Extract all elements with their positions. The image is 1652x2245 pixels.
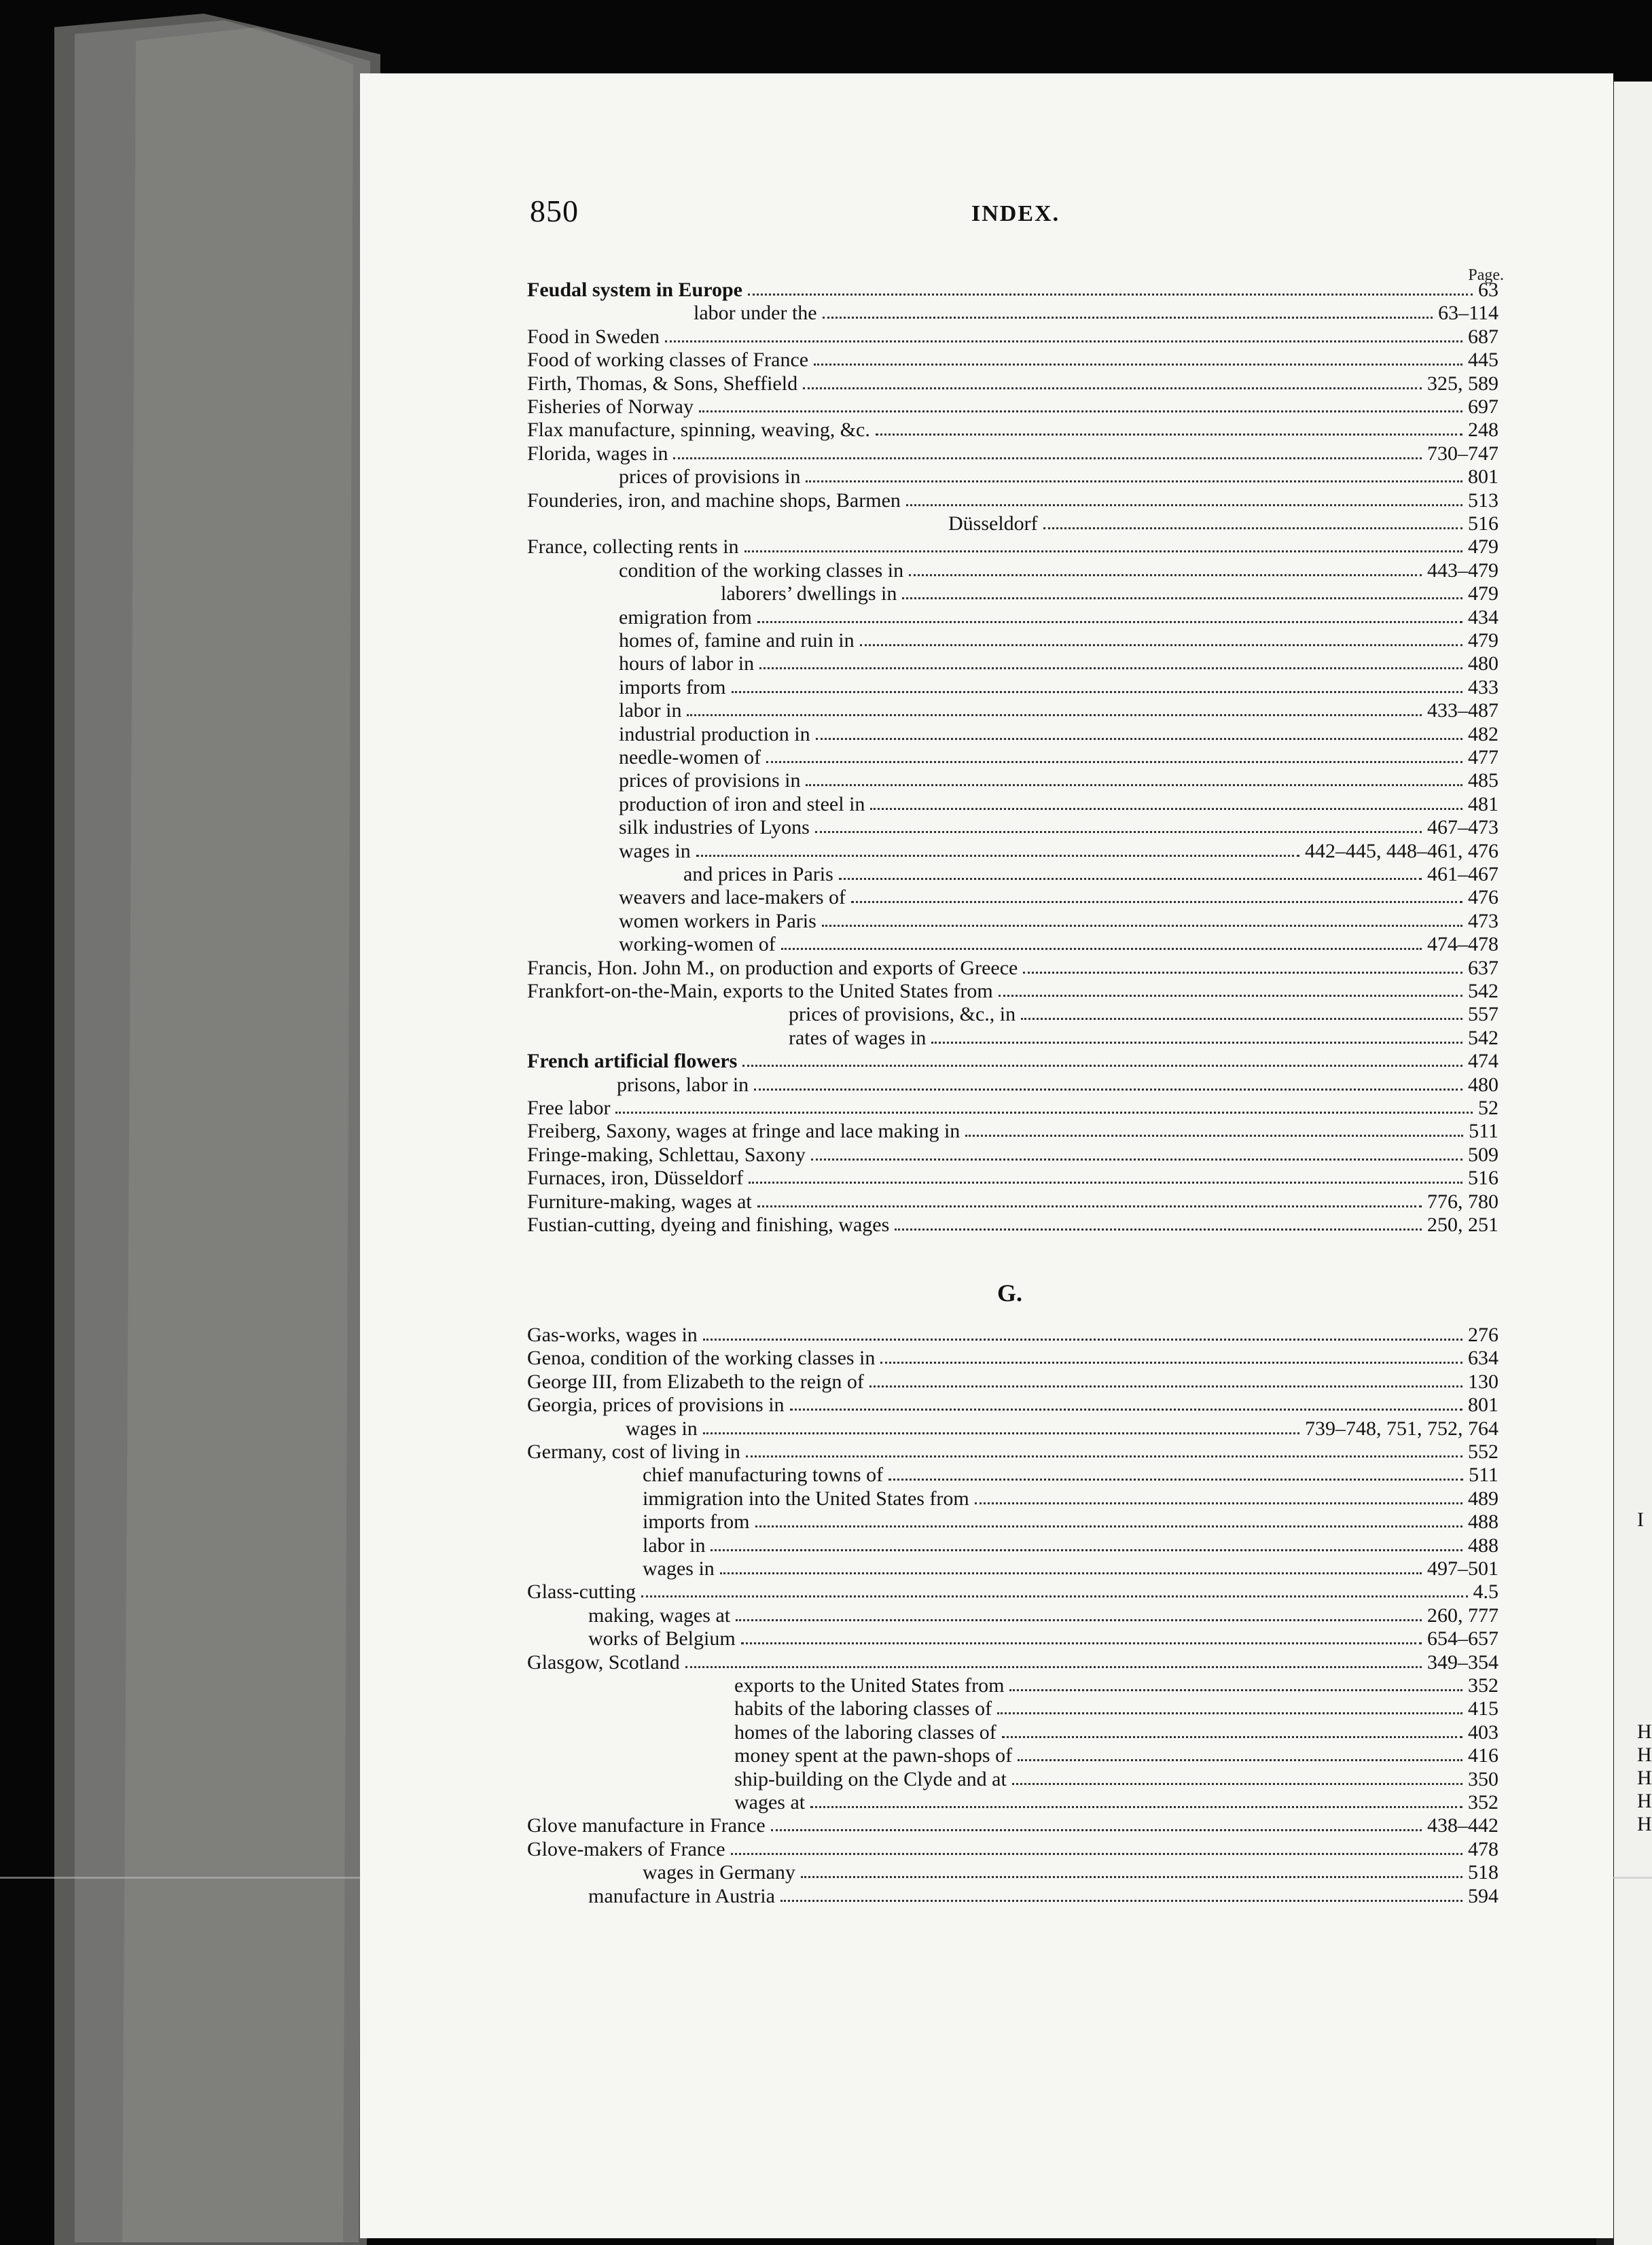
entry-term: wages in Germany	[643, 1861, 795, 1884]
entry-term: Frankfort-on-the-Main, exports to the United States from	[527, 980, 993, 1002]
entry-pages: 480	[1468, 1073, 1498, 1096]
entry-pages: 687	[1468, 325, 1498, 348]
entry-term: Food of working classes of France	[527, 349, 809, 372]
entry-pages: 352	[1468, 1674, 1498, 1697]
facing-page-letter: H	[1637, 1790, 1652, 1812]
entry-pages: 497–501	[1427, 1557, 1498, 1580]
entry-pages: 479	[1468, 582, 1498, 605]
entry-pages: 697	[1468, 395, 1498, 418]
dot-leader	[703, 1339, 1462, 1341]
entry-term: Feudal system in Europe	[527, 279, 742, 301]
entry-pages: 403	[1468, 1720, 1498, 1744]
entry-term: exports to the United States from	[734, 1674, 1005, 1697]
index-entry	[527, 1651, 1498, 1674]
entry-pages: 739–748, 751, 752, 764	[1305, 1417, 1498, 1440]
entry-term: Fringe-making, Schlettau, Saxony	[527, 1143, 806, 1166]
entry-term: prices of provisions in	[619, 465, 801, 489]
dot-leader	[1012, 1783, 1462, 1785]
entry-pages: 4.5	[1473, 1580, 1498, 1604]
index-entry	[643, 1534, 1498, 1557]
entry-pages: 488	[1468, 1534, 1498, 1557]
entry-pages: 478	[1468, 1837, 1498, 1860]
entry-pages: 542	[1468, 1026, 1498, 1049]
entry-pages: 489	[1468, 1487, 1498, 1510]
entry-term: homes of the laboring classes of	[734, 1720, 996, 1744]
entry-pages: 477	[1468, 746, 1498, 768]
entry-pages: 260, 777	[1427, 1604, 1498, 1627]
entry-pages: 442–445, 448–461, 476	[1305, 839, 1498, 862]
entry-pages: 776, 780	[1427, 1190, 1498, 1213]
entry-pages: 445	[1468, 349, 1498, 372]
entry-term: weavers and lace-makers of	[619, 886, 846, 909]
dot-leader	[997, 1712, 1462, 1714]
entry-term: Free labor	[527, 1097, 611, 1119]
entry-pages: 350	[1468, 1767, 1498, 1790]
entry-pages: 594	[1468, 1884, 1498, 1907]
entry-pages: 518	[1468, 1861, 1498, 1884]
dot-leader	[1018, 1759, 1462, 1761]
entry-pages: 276	[1468, 1324, 1498, 1346]
dot-leader	[741, 1642, 1422, 1644]
entry-pages: 325, 589	[1427, 372, 1498, 395]
dot-leader	[975, 1502, 1462, 1504]
entry-term: industrial production in	[619, 722, 810, 745]
entry-pages: 63–114	[1438, 302, 1498, 325]
entry-term: Furnaces, iron, Düsseldorf	[527, 1167, 744, 1190]
entry-pages: 476	[1468, 886, 1498, 909]
entry-term: habits of the laboring classes of	[734, 1697, 992, 1720]
entry-term: laborers’ dwellings in	[721, 582, 897, 605]
running-head: INDEX.	[971, 201, 1060, 226]
entry-term: production of iron and steel in	[619, 792, 865, 815]
dot-leader	[720, 1572, 1422, 1574]
dot-leader	[746, 1455, 1462, 1457]
entry-term: manufacture in Austria	[588, 1884, 775, 1907]
entry-pages: 511	[1469, 1120, 1498, 1143]
entry-term: Florida, wages in	[527, 442, 668, 465]
entry-term: Founderies, iron, and machine shops, Barmen	[527, 489, 901, 512]
entry-term: Furniture-making, wages at	[527, 1190, 752, 1213]
entry-pages: 474–478	[1427, 933, 1498, 956]
entry-term: hours of labor in	[619, 652, 755, 675]
entry-term: needle-women of	[619, 746, 761, 768]
entry-term: Fisheries of Norway	[527, 395, 694, 418]
section-letter-g: G.	[997, 1279, 1023, 1307]
entry-term: money spent at the pawn-shops of	[734, 1744, 1013, 1767]
dot-leader	[703, 1432, 1299, 1434]
entry-pages: 479	[1468, 535, 1498, 559]
entry-pages: 474	[1468, 1050, 1498, 1073]
entry-pages: 415	[1468, 1697, 1498, 1720]
dot-leader	[771, 1829, 1422, 1831]
entry-term: Glasgow, Scotland	[527, 1650, 680, 1674]
entry-term: wages in	[626, 1417, 698, 1440]
entry-pages: 443–479	[1427, 559, 1498, 582]
index-entry	[527, 1347, 1498, 1370]
index-entry	[527, 1814, 1498, 1837]
dot-leader	[790, 1409, 1462, 1411]
index-entry	[734, 1791, 1498, 1814]
facing-page-letter: I	[1637, 1508, 1644, 1531]
entry-term: wages in	[643, 1557, 715, 1580]
index-entry	[527, 1324, 1498, 1347]
dot-leader	[685, 1666, 1422, 1668]
entry-pages: 130	[1468, 1370, 1498, 1393]
entry-pages: 349–354	[1427, 1650, 1498, 1674]
entry-term: labor in	[643, 1534, 706, 1557]
index-entry	[588, 1604, 1498, 1627]
entry-pages: 63	[1478, 279, 1498, 301]
entry-term: ship-building on the Clyde and at	[734, 1767, 1007, 1790]
entry-pages: 557	[1468, 1003, 1498, 1026]
dot-leader	[1002, 1736, 1462, 1738]
dot-leader	[801, 1876, 1462, 1878]
entry-pages: 485	[1468, 769, 1498, 792]
entry-term: women workers in Paris	[619, 909, 816, 932]
dot-leader	[641, 1595, 1468, 1597]
column-heading-page: Page.	[1468, 266, 1504, 284]
index-entry	[643, 1487, 1498, 1510]
entry-pages: 479	[1468, 629, 1498, 652]
entry-term: Germany, cost of living in	[527, 1440, 740, 1463]
entry-term: Firth, Thomas, & Sons, Sheffield	[527, 372, 798, 395]
entry-pages: 509	[1468, 1143, 1498, 1166]
index-entry	[527, 1838, 1498, 1861]
entry-term: Glass-cutting	[527, 1580, 636, 1604]
entry-pages: 434	[1468, 605, 1498, 629]
facing-page-letter: H	[1637, 1767, 1652, 1789]
entry-term: French artificial flowers	[527, 1050, 738, 1073]
entry-term: Gas-works, wages in	[527, 1324, 698, 1346]
entry-pages: 52	[1478, 1097, 1498, 1119]
facing-page-letter: H	[1637, 1720, 1652, 1743]
facing-page-letter: H	[1637, 1744, 1652, 1766]
dot-leader	[780, 1900, 1462, 1902]
entry-term: and prices in Paris	[683, 863, 833, 885]
index-entry	[527, 1440, 1498, 1464]
index-entry	[643, 1557, 1498, 1580]
entry-term: rates of wages in	[789, 1026, 927, 1049]
entry-term: Düsseldorf	[948, 512, 1038, 535]
entry-term: Fustian-cutting, dyeing and finishing, wages	[527, 1214, 890, 1236]
index-entry	[643, 1861, 1498, 1884]
entry-term: prices of provisions in	[619, 769, 801, 792]
entry-pages: 513	[1468, 489, 1498, 512]
index-entry	[588, 1627, 1498, 1650]
index-entry	[527, 1580, 1498, 1604]
entry-term: Georgia, prices of provisions in	[527, 1394, 785, 1417]
entry-term: works of Belgium	[588, 1627, 736, 1650]
entry-term: Glove-makers of France	[527, 1837, 725, 1860]
index-entry	[527, 1371, 1498, 1394]
dot-leader	[711, 1549, 1462, 1551]
index-entry	[734, 1721, 1498, 1744]
entry-pages: 801	[1468, 1394, 1498, 1417]
index-entry	[588, 1885, 1498, 1908]
entry-pages: 730–747	[1427, 442, 1498, 465]
index-entry	[734, 1697, 1498, 1720]
entry-pages: 542	[1468, 980, 1498, 1002]
index-entry	[734, 1768, 1498, 1791]
entry-term: imports from	[643, 1510, 750, 1534]
entry-pages: 467–473	[1427, 816, 1498, 839]
entry-term: Food in Sweden	[527, 325, 660, 348]
index-entry	[643, 1510, 1498, 1534]
entry-pages: 801	[1468, 465, 1498, 489]
entry-pages: 634	[1468, 1347, 1498, 1370]
entry-pages: 480	[1468, 652, 1498, 675]
entry-term: Freiberg, Saxony, wages at fringe and lace making in	[527, 1120, 960, 1143]
entry-pages: 481	[1468, 792, 1498, 815]
entry-term: wages at	[734, 1791, 806, 1814]
entry-pages: 654–657	[1427, 1627, 1498, 1650]
index-entry	[734, 1674, 1498, 1697]
entry-term: labor in	[619, 699, 682, 722]
entry-term: Glove manufacture in France	[527, 1814, 766, 1837]
page-number: 850	[530, 194, 579, 228]
entry-term: France, collecting rents in	[527, 535, 739, 559]
entry-pages: 482	[1468, 722, 1498, 745]
entry-term: Francis, Hon. John M., on production and exports of Greece	[527, 956, 1018, 979]
entry-term: imports from	[619, 675, 726, 699]
entry-pages: 461–467	[1427, 863, 1498, 885]
entry-term: Flax manufacture, spinning, weaving, &c.	[527, 419, 870, 442]
entry-pages: 473	[1468, 909, 1498, 932]
entry-pages: 250, 251	[1427, 1214, 1498, 1236]
entry-pages: 637	[1468, 956, 1498, 979]
entry-pages: 438–442	[1427, 1814, 1498, 1837]
index-entry	[527, 1394, 1498, 1417]
entry-term: George III, from Elizabeth to the reign of	[527, 1370, 864, 1393]
entry-term: immigration into the United States from	[643, 1487, 969, 1510]
entry-pages: 416	[1468, 1744, 1498, 1767]
dot-leader	[869, 1385, 1462, 1387]
entry-pages: 511	[1469, 1464, 1498, 1487]
entry-term: homes of, famine and ruin in	[619, 629, 855, 652]
entry-term: making, wages at	[588, 1604, 731, 1627]
dot-leader	[731, 1853, 1462, 1855]
entry-term: prices of provisions, &c., in	[789, 1003, 1016, 1026]
entry-term: chief manufacturing towns of	[643, 1464, 884, 1487]
entry-pages: 516	[1468, 1167, 1498, 1190]
index-entry	[626, 1417, 1498, 1440]
entry-term: condition of the working classes in	[619, 559, 904, 582]
entry-pages: 352	[1468, 1791, 1498, 1814]
dot-leader	[880, 1362, 1462, 1364]
entry-pages: 433	[1468, 675, 1498, 699]
dot-leader	[888, 1479, 1463, 1481]
entry-pages: 516	[1468, 512, 1498, 535]
entry-term: silk industries of Lyons	[619, 816, 810, 839]
entry-term: wages in	[619, 839, 691, 862]
facing-page-letter: H	[1637, 1813, 1652, 1835]
entry-pages: 248	[1468, 419, 1498, 442]
entry-pages: 552	[1468, 1440, 1498, 1463]
dot-leader	[810, 1806, 1462, 1808]
index-entry	[643, 1464, 1498, 1487]
dot-leader	[736, 1619, 1422, 1621]
index-entry	[734, 1744, 1498, 1767]
entry-term: working-women of	[619, 933, 776, 956]
entry-term: prisons, labor in	[617, 1073, 749, 1096]
entry-term: emigration from	[619, 605, 752, 629]
dot-leader	[1009, 1689, 1462, 1691]
entry-term: labor under the	[694, 302, 817, 325]
dot-leader	[755, 1525, 1463, 1527]
entry-term: Genoa, condition of the working classes in	[527, 1347, 876, 1370]
entry-pages: 433–487	[1427, 699, 1498, 722]
entry-pages: 488	[1468, 1510, 1498, 1534]
